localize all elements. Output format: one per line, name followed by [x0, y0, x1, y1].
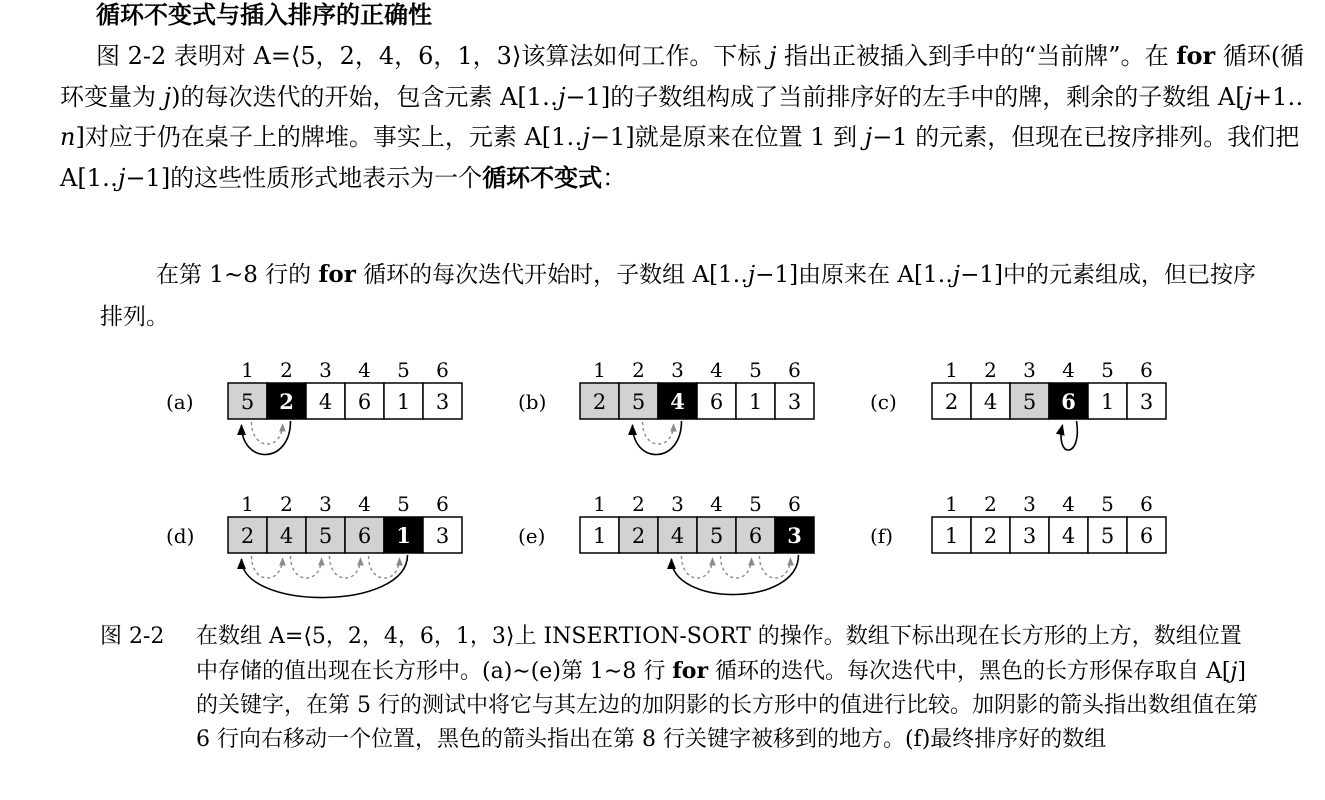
text-run: −1]由原来在 A[1‥	[755, 262, 953, 288]
array-index: 5	[397, 358, 410, 382]
array-index: 4	[1062, 358, 1075, 382]
text-run: 循环(循环变量为	[60, 42, 1305, 111]
array-index: 5	[749, 492, 762, 516]
text-run: 图 2-2 表明对 A=⟨5，2，4，6，1，3⟩该算法如何工作。下标	[96, 42, 769, 70]
cell-value: 5	[240, 390, 255, 414]
array-index: 6	[436, 358, 449, 382]
array-index: 1	[593, 492, 606, 516]
section-heading: 循环不变式与插入排序的正确性	[96, 1, 432, 29]
cell-value: 4	[670, 389, 685, 414]
cell-value: 3	[435, 390, 450, 414]
array-index: 2	[280, 358, 293, 382]
body-paragraph	[60, 36, 1310, 198]
cell-value: 6	[748, 524, 763, 548]
text-run: −1]中的元素组成，但已按序排列。	[100, 262, 1256, 330]
array-index: 5	[397, 492, 410, 516]
cell-value: 3	[787, 523, 802, 548]
text-run: −1 的元素，但现在已按序排列。我们把 A[1‥	[60, 123, 1300, 192]
shift-arrow	[682, 556, 713, 578]
italic-j: j	[1244, 82, 1253, 111]
text-run: 指出正被插入到手中的“当前牌”。在	[776, 42, 1177, 70]
panel-label: (e)	[518, 524, 546, 548]
cell-value: 6	[357, 524, 372, 548]
key-arrow	[672, 555, 799, 595]
cell-value: 3	[435, 524, 450, 548]
array-index: 3	[319, 358, 332, 382]
text-run: 在第 1∼8 行的	[156, 262, 319, 288]
array-index: 6	[436, 492, 449, 516]
cell-value: 5	[709, 524, 724, 548]
shift-arrow	[760, 556, 791, 578]
text-run: −1]的子数组构成了当前排序好的左手中的牌，剩余的子数组 A[	[565, 82, 1245, 111]
cell-value: 6	[709, 390, 724, 414]
cell-value: 2	[240, 524, 255, 548]
array-index: 2	[984, 358, 997, 382]
array-index: 6	[1140, 358, 1153, 382]
text-run: ]的关键字，在第 5 行的测试中将它与其左边的加阴影的长方形中的值进行比较。加阴影的箭头指出数组值在第 6 行向右移动一个位置，黑色的箭头指出在第 8 行关键字被移到的地方。(f)最终排序好的数组	[196, 659, 1258, 752]
shift-arrow	[330, 556, 361, 578]
array-index: 3	[1023, 492, 1036, 516]
array-index: 6	[788, 358, 801, 382]
cell-value: 1	[748, 390, 763, 414]
array-index: 1	[241, 492, 254, 516]
cell-value: 5	[1022, 390, 1037, 414]
shift-arrow	[643, 422, 674, 444]
cell-value: 6	[1061, 389, 1076, 414]
italic-j: j	[952, 262, 961, 288]
cell-value: 4	[983, 390, 998, 414]
italic-j: j	[1230, 659, 1238, 684]
cell-value: 2	[944, 390, 959, 414]
text-run: ]对应于仍在桌子上的牌堆。事实上，元素 A[1‥	[75, 123, 583, 151]
array-index: 4	[358, 492, 371, 516]
italic-j: j	[768, 42, 777, 70]
cell-value: 1	[944, 524, 959, 548]
key-arrow	[242, 555, 408, 598]
text-run: )的每次迭代的开始，包含元素 A[1‥	[171, 82, 559, 111]
array-index: 6	[788, 492, 801, 516]
cell-value: 4	[1061, 524, 1076, 548]
text-run: 循环的迭代。每次迭代中，黑色的长方形保存取自 A[	[708, 659, 1231, 684]
cell-value: 1	[396, 390, 411, 414]
panel-label: (f)	[870, 524, 894, 548]
shift-arrow	[252, 556, 283, 578]
array-index: 2	[632, 358, 645, 382]
array-index: 5	[1101, 358, 1114, 382]
shift-arrow	[291, 556, 322, 578]
cell-value: 3	[1022, 524, 1037, 548]
cell-value: 2	[631, 524, 646, 548]
cell-value: 6	[1139, 524, 1154, 548]
term-loop-invariant: 循环不变式	[482, 163, 603, 192]
text-run: −1]就是原来在位置 1 到	[589, 123, 865, 151]
text-run: 循环的每次迭代开始时，子数组 A[1‥	[355, 262, 749, 288]
shift-arrow	[252, 422, 283, 444]
array-index: 4	[710, 358, 723, 382]
cell-value: 5	[1100, 524, 1115, 548]
cell-value: 2	[592, 390, 607, 414]
cell-value: 3	[1139, 390, 1154, 414]
text-run: −1]的这些性质形式地表示为一个	[125, 163, 483, 192]
array-index: 1	[945, 492, 958, 516]
array-index: 4	[358, 358, 371, 382]
italic-j: j	[582, 123, 590, 151]
key-arrow	[633, 421, 682, 455]
cell-value: 5	[318, 524, 333, 548]
cell-value: 1	[1100, 390, 1115, 414]
italic-j: j	[163, 82, 172, 111]
italic-j: j	[117, 163, 126, 192]
panel-label: (d)	[166, 524, 195, 548]
keyword-for: for	[672, 658, 709, 684]
keyword-for: for	[1176, 41, 1216, 70]
italic-j: j	[864, 123, 873, 151]
italic-j: j	[558, 82, 566, 111]
key-arrow	[1061, 421, 1077, 450]
array-index: 2	[632, 492, 645, 516]
array-index: 1	[241, 358, 254, 382]
cell-value: 1	[592, 524, 607, 548]
italic-j: j	[748, 262, 756, 288]
array-index: 2	[984, 492, 997, 516]
cell-value: 2	[279, 389, 294, 414]
shift-arrow	[721, 556, 752, 578]
insertion-sort-figure	[0, 350, 1325, 600]
caption-text	[196, 620, 1260, 757]
array-index: 2	[280, 492, 293, 516]
cell-value: 4	[279, 524, 294, 548]
cell-value: 6	[357, 390, 372, 414]
cell-value: 5	[631, 390, 646, 414]
array-index: 3	[671, 492, 684, 516]
text-run: +1‥	[1252, 82, 1304, 111]
array-index: 1	[945, 358, 958, 382]
cell-value: 1	[396, 523, 411, 548]
panel-label: (a)	[166, 390, 194, 414]
italic-n: n	[60, 123, 76, 151]
array-index: 5	[1101, 492, 1114, 516]
array-index: 6	[1140, 492, 1153, 516]
array-index: 3	[1023, 358, 1036, 382]
cell-value: 3	[787, 390, 802, 414]
array-index: 4	[1062, 492, 1075, 516]
panel-label: (c)	[870, 390, 897, 414]
shift-arrow	[369, 556, 400, 578]
array-index: 3	[671, 358, 684, 382]
array-index: 3	[319, 492, 332, 516]
cell-value: 4	[670, 524, 685, 548]
invariant-statement	[100, 254, 1260, 338]
key-arrow	[242, 421, 291, 455]
text-run: 在数组 A=⟨5，2，4，6，1，3⟩上 INSERTION-SORT 的操作。数组下标出现在长方形的上方，数组位置中存储的值出现在长方形中。(a)∼(e)第 1∼8 行	[196, 624, 1242, 684]
cell-value: 4	[318, 390, 333, 414]
array-index: 1	[593, 358, 606, 382]
array-index: 4	[710, 492, 723, 516]
array-index: 5	[749, 358, 762, 382]
panel-label: (b)	[518, 390, 547, 414]
cell-value: 2	[983, 524, 998, 548]
text-run: ：	[602, 163, 627, 192]
keyword-for: for	[318, 261, 356, 288]
caption-label: 图 2-2	[100, 624, 165, 649]
